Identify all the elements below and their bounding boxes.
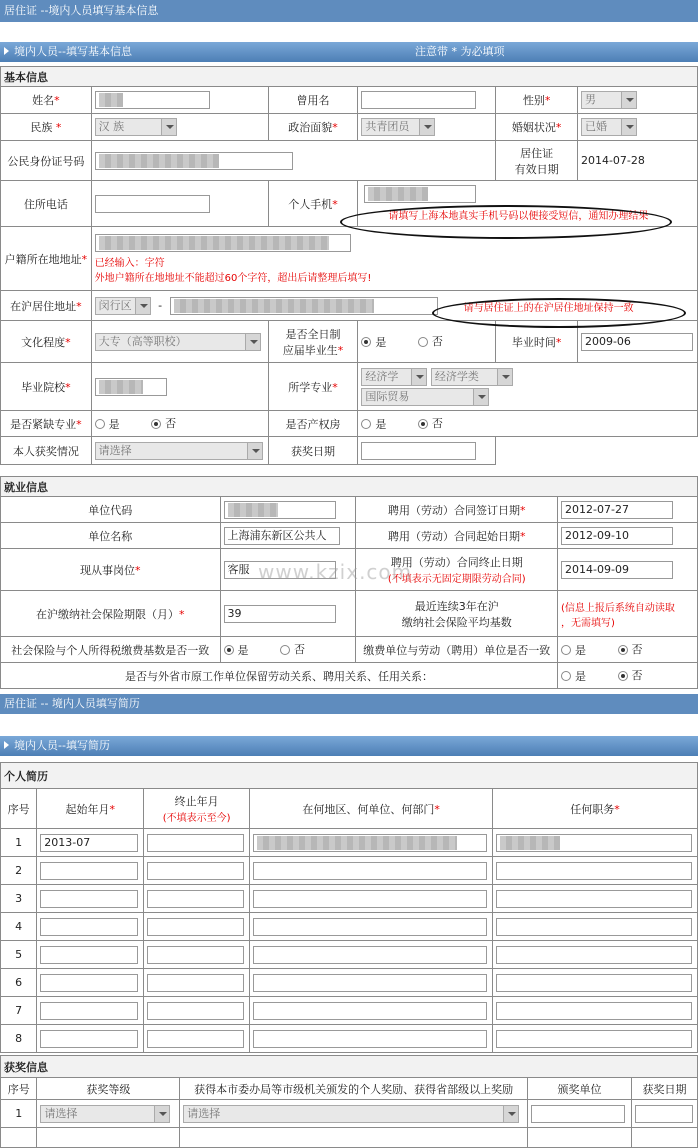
home-phone-cell — [91, 181, 268, 227]
start-cell — [37, 941, 144, 969]
marital-label: 婚姻状况* — [496, 114, 578, 141]
start-input[interactable] — [40, 1030, 138, 1048]
col-no: 序号 — [1, 789, 37, 829]
row-no: 1 — [1, 829, 37, 857]
other-relation-no-radio[interactable] — [618, 671, 628, 681]
yes-label: 是 — [575, 644, 587, 657]
award-date-label: 获奖日期 — [268, 437, 358, 465]
unit-match-no-radio[interactable] — [618, 645, 628, 655]
dash-separator: - — [158, 298, 163, 312]
awards-org-cell — [528, 1100, 632, 1128]
title-cell — [493, 997, 698, 1025]
annotation-ellipse — [340, 205, 672, 239]
avg-base-note: (信息上报后系统自动读取 ，无需填写) — [558, 591, 698, 637]
end-input[interactable] — [147, 834, 244, 852]
other-relation-cell — [558, 663, 698, 689]
start-cell — [37, 969, 144, 997]
mobile-label: 个人手机* — [268, 181, 358, 227]
employment-header: 就业信息 — [1, 477, 698, 497]
award-date-input[interactable] — [361, 442, 476, 460]
position-input[interactable]: 客服 — [224, 561, 336, 579]
awards-table — [0, 1055, 698, 1148]
end-input[interactable] — [147, 862, 244, 880]
award-status-select[interactable]: 请选择 — [95, 442, 263, 460]
education-label: 文化程度* — [1, 321, 92, 363]
awards-col-name: 获得本市委办局等市级机关颁发的个人奖励、获得省部级以上奖励 — [180, 1078, 528, 1100]
title-input[interactable] — [496, 918, 692, 936]
chevron-down-icon — [135, 298, 150, 314]
title-cell — [493, 941, 698, 969]
contract-sign-cell — [558, 497, 698, 523]
property-label: 是否产权房 — [268, 411, 358, 437]
org-name-label: 单位名称 — [1, 523, 221, 549]
id-number-label: 公民身份证号码 — [1, 141, 92, 181]
start-cell — [37, 885, 144, 913]
end-input[interactable] — [147, 946, 244, 964]
title-cell — [493, 1025, 698, 1053]
col-place: 在何地区、何单位、何部门* — [250, 789, 493, 829]
former-name-label: 曾用名 — [268, 87, 358, 114]
place-input[interactable] — [253, 862, 487, 880]
row-no: 2 — [1, 857, 37, 885]
awards-row-no: 1 — [1, 1100, 37, 1128]
awards-col-org: 颁奖单位 — [528, 1078, 632, 1100]
row-no: 8 — [1, 1025, 37, 1053]
title-input[interactable] — [496, 834, 692, 852]
title-cell — [493, 913, 698, 941]
start-cell — [37, 1025, 144, 1053]
place-cell — [250, 969, 493, 997]
yes-label: 是 — [375, 336, 387, 349]
required-note: 注意带 * 为必填项 — [415, 45, 505, 58]
org-code-cell — [220, 497, 356, 523]
unit-match-yes-radio[interactable] — [561, 645, 571, 655]
marital-cell — [577, 114, 697, 141]
no-label: 否 — [631, 643, 643, 656]
tax-match-no-radio[interactable] — [280, 645, 290, 655]
id-number-cell — [91, 141, 496, 181]
former-name-cell — [358, 87, 496, 114]
place-input[interactable] — [253, 918, 487, 936]
yes-label: 是 — [375, 418, 387, 431]
end-input[interactable] — [147, 1002, 244, 1020]
row-no: 4 — [1, 913, 37, 941]
basic-info-header: 基本信息 — [1, 67, 698, 87]
permit-valid-value: 2014-07-28 — [577, 141, 697, 181]
shortage-major-cell — [91, 411, 268, 437]
chevron-down-icon — [473, 389, 488, 405]
table-row — [1, 941, 698, 969]
major-category-select[interactable]: 经济学 — [361, 368, 427, 386]
row-no: 5 — [1, 941, 37, 969]
position-label: 现从事岗位* — [1, 549, 221, 591]
tax-match-yes-radio[interactable] — [224, 645, 234, 655]
awards-col-date: 获奖日期 — [632, 1078, 698, 1100]
fulltime-yes-radio[interactable] — [361, 337, 371, 347]
place-input[interactable] — [253, 974, 487, 992]
school-label: 毕业院校* — [1, 363, 92, 411]
title-cell — [493, 829, 698, 857]
start-cell — [37, 997, 144, 1025]
unit-match-cell — [558, 637, 698, 663]
end-cell — [144, 969, 250, 997]
major-select[interactable]: 国际贸易 — [361, 388, 489, 406]
title-input[interactable] — [496, 890, 692, 908]
political-cell — [358, 114, 496, 141]
page2-title-bar — [0, 694, 698, 714]
chevron-down-icon — [621, 92, 636, 108]
id-number-input[interactable] — [95, 152, 293, 170]
gender-label: 性别* — [496, 87, 578, 114]
place-cell — [250, 829, 493, 857]
award-date-cell — [358, 437, 496, 465]
table-row — [1, 913, 698, 941]
home-phone-input[interactable] — [95, 195, 210, 213]
page2-title: 居住证 -- 境内人员填写简历 — [4, 697, 140, 710]
name-label: 姓名* — [1, 87, 92, 114]
gender-select[interactable]: 男 — [581, 91, 637, 109]
place-cell — [250, 941, 493, 969]
triangle-right-icon — [4, 47, 9, 55]
shortage-yes-radio[interactable] — [95, 419, 105, 429]
org-code-label: 单位代码 — [1, 497, 221, 523]
contract-sign-label: 聘用（劳动）合同签订日期* — [356, 497, 558, 523]
place-cell — [250, 857, 493, 885]
empty-cell — [496, 437, 698, 465]
insurance-months-cell — [220, 591, 356, 637]
chevron-down-icon — [154, 1106, 169, 1122]
shortage-no-radio[interactable] — [151, 419, 161, 429]
chevron-down-icon — [419, 119, 434, 135]
title-input[interactable] — [496, 1002, 692, 1020]
start-cell — [37, 913, 144, 941]
mobile-hint: 请填写上海本地真实手机号码以便接受短信，通知办理结果 — [388, 211, 649, 222]
chevron-down-icon — [161, 119, 176, 135]
table-row — [1, 857, 698, 885]
sh-address-input[interactable] — [170, 297, 438, 315]
contract-sign-input[interactable]: 2012-07-27 — [561, 501, 673, 519]
triangle-right-icon — [4, 741, 9, 749]
title-cell — [493, 885, 698, 913]
place-cell — [250, 1025, 493, 1053]
ethnic-label: 民族 * — [1, 114, 92, 141]
start-input[interactable] — [40, 918, 138, 936]
watermark: www.kzix.com — [258, 560, 413, 584]
property-cell — [358, 411, 698, 437]
other-relation-label: 是否与外省市原工作单位保留劳动关系、聘用关系、任用关系： — [1, 663, 558, 689]
district-select[interactable]: 闵行区 — [95, 297, 151, 315]
fulltime-grad-label: 是否全日制 应届毕业生* — [268, 321, 358, 363]
start-input[interactable]: 2013-07 — [40, 834, 138, 852]
start-input[interactable] — [40, 1002, 138, 1020]
chevron-down-icon — [411, 369, 426, 385]
hukou-address-cell — [91, 227, 697, 291]
hukou-address-input[interactable] — [95, 234, 351, 252]
political-label: 政治面貌* — [268, 114, 358, 141]
no-label: 否 — [431, 417, 443, 430]
ethnic-select[interactable]: 汉 族 — [95, 118, 177, 136]
school-cell — [91, 363, 268, 411]
contract-end-label: 聘用（劳动）合同终止日期 (不填表示无固定期限劳动合同) — [356, 549, 558, 591]
award-name-select[interactable]: 请选择 — [183, 1105, 519, 1123]
row-no: 3 — [1, 885, 37, 913]
chevron-down-icon — [503, 1106, 518, 1122]
awards-name-cell — [180, 1100, 528, 1128]
basic-info-table — [0, 66, 698, 465]
home-phone-label: 住所电话 — [1, 181, 92, 227]
fulltime-grad-cell — [358, 321, 496, 363]
org-name-cell — [220, 523, 356, 549]
end-input[interactable] — [147, 890, 244, 908]
gender-cell — [577, 87, 697, 114]
table-row — [1, 1025, 698, 1053]
end-cell — [144, 913, 250, 941]
grad-time-input[interactable]: 2009-06 — [581, 333, 693, 351]
yes-label: 是 — [575, 670, 587, 683]
place-input[interactable] — [253, 1002, 487, 1020]
table-row — [1, 885, 698, 913]
tax-match-label: 社会保险与个人所得税缴费基数是否一致 — [1, 637, 221, 663]
contract-end-input[interactable]: 2014-09-09 — [561, 561, 673, 579]
place-input[interactable] — [253, 946, 487, 964]
avg-base-label: 最近连续3年在沪 缴纳社会保险平均基数 — [356, 591, 558, 637]
awards-col-level: 获奖等级 — [37, 1078, 180, 1100]
awards-col-no: 序号 — [1, 1078, 37, 1100]
end-input[interactable] — [147, 918, 244, 936]
place-cell — [250, 913, 493, 941]
yes-label: 是 — [237, 644, 249, 657]
yes-label: 是 — [108, 418, 120, 431]
award-level-select[interactable]: 请选择 — [40, 1105, 170, 1123]
end-cell — [144, 885, 250, 913]
permit-valid-label: 居住证 有效日期 — [496, 141, 578, 181]
table-row — [1, 997, 698, 1025]
insurance-months-input[interactable]: 39 — [224, 605, 336, 623]
title-input[interactable] — [496, 974, 692, 992]
resume-header: 个人简历 — [1, 763, 698, 789]
hukou-char-count: 已经输入：字符 — [94, 257, 165, 269]
place-input[interactable] — [253, 1030, 487, 1048]
title-input[interactable] — [496, 862, 692, 880]
sh-address-hint: 请与居住证上的在沪居住地址保持一致 — [463, 303, 634, 314]
end-cell — [144, 857, 250, 885]
section-header-basic — [0, 42, 698, 62]
row-no: 7 — [1, 997, 37, 1025]
contract-start-input[interactable]: 2012-09-10 — [561, 527, 673, 545]
start-input[interactable] — [40, 890, 138, 908]
other-relation-yes-radio[interactable] — [561, 671, 571, 681]
tax-match-cell — [220, 637, 356, 663]
place-cell — [250, 885, 493, 913]
resume-table — [0, 762, 698, 1053]
no-label: 否 — [431, 335, 443, 348]
title-input[interactable] — [496, 1030, 692, 1048]
education-select[interactable]: 大专（高等职校） — [95, 333, 261, 351]
awards-date-cell — [632, 1100, 698, 1128]
end-cell — [144, 829, 250, 857]
major-cell — [358, 363, 698, 411]
place-cell — [250, 997, 493, 1025]
title-input[interactable] — [496, 946, 692, 964]
contract-start-cell — [558, 523, 698, 549]
education-cell — [91, 321, 268, 363]
major-class-select[interactable]: 经济学类 — [431, 368, 513, 386]
unit-match-label: 缴费单位与劳动（聘用）单位是否一致 — [356, 637, 558, 663]
hukou-limit-hint: 外地户籍所在地地址不能超过60个字符，超出后请整理后填写! — [94, 272, 372, 284]
row-no: 6 — [1, 969, 37, 997]
marital-select[interactable]: 已婚 — [581, 118, 637, 136]
no-label: 否 — [294, 643, 306, 656]
political-select[interactable]: 共青团员 — [361, 118, 435, 136]
col-end: 终止年月 (不填表示至今) — [144, 789, 250, 829]
col-title: 任何职务* — [493, 789, 698, 829]
awards-header: 获奖信息 — [1, 1056, 698, 1078]
org-name-input[interactable]: 上海浦东新区公共人 — [224, 527, 340, 545]
place-input[interactable] — [253, 890, 487, 908]
awards-level-cell — [37, 1100, 180, 1128]
annotation-ellipse — [432, 298, 686, 328]
no-label: 否 — [631, 669, 643, 682]
award-org-input[interactable] — [531, 1105, 625, 1123]
start-input[interactable] — [40, 862, 138, 880]
end-cell — [144, 941, 250, 969]
no-label: 否 — [165, 417, 177, 430]
school-input[interactable] — [95, 378, 167, 396]
award-date-input2[interactable] — [635, 1105, 693, 1123]
hukou-address-label: 户籍所在地地址* — [1, 227, 92, 291]
award-status-cell — [91, 437, 268, 465]
col-start: 起始年月* — [37, 789, 144, 829]
org-code-input[interactable] — [224, 501, 336, 519]
section-header-resume — [0, 736, 698, 756]
grad-time-label: 毕业时间* — [496, 321, 578, 363]
name-cell — [91, 87, 268, 114]
start-cell — [37, 829, 144, 857]
page-title-bar — [0, 0, 698, 22]
shortage-major-label: 是否紧缺专业* — [1, 411, 92, 437]
insurance-months-label: 在沪缴纳社会保险期限（月）* — [1, 591, 221, 637]
table-row — [1, 829, 698, 857]
end-input[interactable] — [147, 1030, 244, 1048]
place-input[interactable] — [253, 834, 487, 852]
former-name-input[interactable] — [361, 91, 476, 109]
ethnic-cell — [91, 114, 268, 141]
award-status-label: 本人获奖情况 — [1, 437, 92, 465]
contract-end-cell — [558, 549, 698, 591]
start-cell — [37, 857, 144, 885]
major-label: 所学专业* — [268, 363, 358, 411]
property-no-radio[interactable] — [418, 419, 428, 429]
property-yes-radio[interactable] — [361, 419, 371, 429]
section-title: 境内人员--填写基本信息 — [14, 45, 132, 58]
contract-start-label: 聘用（劳动）合同起始日期* — [356, 523, 558, 549]
mobile-input[interactable] — [364, 185, 476, 203]
title-cell — [493, 857, 698, 885]
chevron-down-icon — [247, 443, 262, 459]
start-input[interactable] — [40, 974, 138, 992]
end-input[interactable] — [147, 974, 244, 992]
sh-address-label: 在沪居住地址* — [1, 291, 92, 321]
start-input[interactable] — [40, 946, 138, 964]
end-cell — [144, 997, 250, 1025]
fulltime-no-radio[interactable] — [418, 337, 428, 347]
chevron-down-icon — [245, 334, 260, 350]
chevron-down-icon — [621, 119, 636, 135]
end-cell — [144, 1025, 250, 1053]
table-row — [1, 969, 698, 997]
section-title: 境内人员--填写简历 — [14, 739, 110, 752]
page-title: 居住证 --境内人员填写基本信息 — [4, 4, 159, 17]
title-cell — [493, 969, 698, 997]
name-input[interactable] — [95, 91, 210, 109]
chevron-down-icon — [497, 369, 512, 385]
